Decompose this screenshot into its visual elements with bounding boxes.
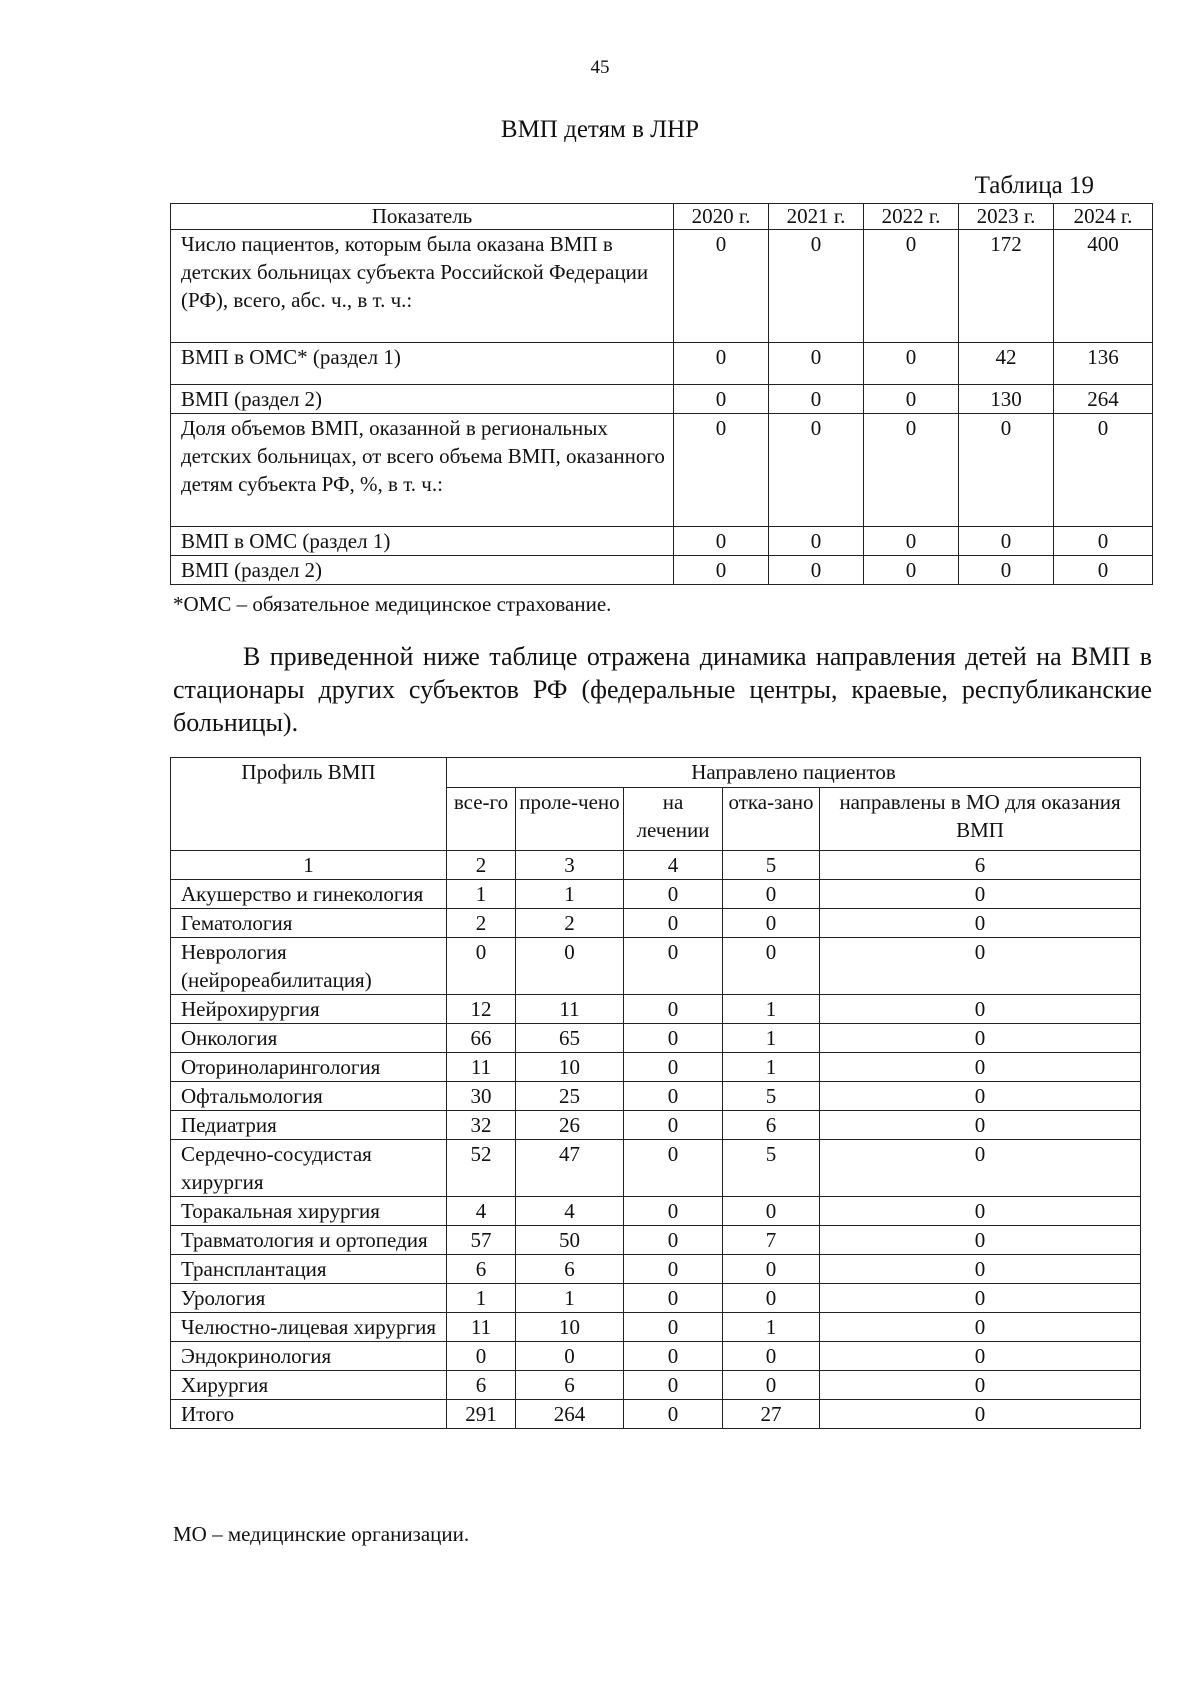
cell-value: 0 [820,995,1141,1024]
cell-value: 0 [820,1284,1141,1313]
cell-value: 1 [723,1313,820,1342]
cell-value: 32 [447,1111,516,1140]
row-label: ВМП в ОМС* (раздел 1) [171,343,674,385]
table-row [171,1313,1141,1342]
cell-value: 0 [624,909,723,938]
cell-value: 52 [447,1140,516,1197]
col-number: 4 [624,851,723,880]
cell-value: 10 [516,1313,624,1342]
cell-value: 0 [820,880,1141,909]
row-label: Неврология (нейрореабилитация) [171,938,447,995]
cell-value: 0 [864,385,959,414]
row-label: Гематология [171,909,447,938]
row-label: Оториноларингология [171,1053,447,1082]
cell-value: 10 [516,1053,624,1082]
cell-value: 0 [674,385,769,414]
cell-value: 0 [723,1284,820,1313]
col-number: 5 [723,851,820,880]
cell-value: 0 [516,1342,624,1371]
table-row [171,938,1141,995]
cell-value: 0 [516,938,624,995]
table-row [171,343,1153,385]
header-2021: 2021 г. [769,204,864,230]
table-header-row [171,758,1141,788]
cell-value: 0 [674,414,769,527]
cell-value: 0 [769,414,864,527]
cell-value: 7 [723,1226,820,1255]
cell-value: 0 [820,1140,1141,1197]
row-label: Сердечно-сосудистая хирургия [171,1140,447,1197]
cell-value: 25 [516,1082,624,1111]
cell-value: 0 [769,527,864,556]
cell-value: 6 [516,1371,624,1400]
cell-value: 0 [820,1082,1141,1111]
row-label: ВМП (раздел 2) [171,385,674,414]
table-row [171,1284,1141,1313]
table-row [171,414,1153,527]
cell-value: 1 [516,880,624,909]
cell-value: 0 [723,909,820,938]
table-row [171,527,1153,556]
cell-value: 0 [864,527,959,556]
table-row [171,1226,1141,1255]
row-label: Челюстно-лицевая хирургия [171,1313,447,1342]
cell-value: 0 [624,1111,723,1140]
cell-value: 0 [674,230,769,343]
cell-value: 0 [820,1111,1141,1140]
row-label: Акушерство и гинекология [171,880,447,909]
cell-value: 0 [820,1342,1141,1371]
cell-value: 0 [674,527,769,556]
table-row [171,385,1153,414]
cell-value: 0 [820,1024,1141,1053]
header-total: все-го [447,788,516,851]
cell-value: 2 [447,909,516,938]
cell-value: 42 [959,343,1054,385]
table-row [171,1342,1141,1371]
row-label: Торакальная хирургия [171,1197,447,1226]
cell-value: 0 [864,230,959,343]
header-profile: Профиль ВМП [171,758,447,851]
cell-value: 27 [723,1400,820,1429]
cell-value: 130 [959,385,1054,414]
cell-value: 0 [769,230,864,343]
row-label: ВМП (раздел 2) [171,556,674,585]
cell-value: 0 [864,343,959,385]
cell-value: 50 [516,1226,624,1255]
cell-value: 5 [723,1140,820,1197]
cell-value: 0 [624,1371,723,1400]
cell-value: 6 [447,1371,516,1400]
header-2022: 2022 г. [864,204,959,230]
cell-value: 0 [723,1342,820,1371]
cell-value: 66 [447,1024,516,1053]
col-number: 3 [516,851,624,880]
cell-value: 0 [1054,527,1153,556]
table-row [171,909,1141,938]
row-label: Трансплантация [171,1255,447,1284]
row-label: Офтальмология [171,1082,447,1111]
cell-value: 400 [1054,230,1153,343]
row-label: Хирургия [171,1371,447,1400]
cell-value: 65 [516,1024,624,1053]
cell-value: 1 [447,1284,516,1313]
table-row [171,1024,1141,1053]
row-label: Итого [171,1400,447,1429]
cell-value: 291 [447,1400,516,1429]
cell-value: 0 [769,556,864,585]
cell-value: 0 [624,1053,723,1082]
cell-value: 0 [959,556,1054,585]
cell-value: 0 [959,527,1054,556]
header-2020: 2020 г. [674,204,769,230]
col-number: 2 [447,851,516,880]
cell-value: 0 [447,938,516,995]
table-header-row [171,204,1153,230]
header-2023: 2023 г. [959,204,1054,230]
cell-value: 0 [820,1053,1141,1082]
cell-value: 0 [820,938,1141,995]
row-label: Онкология [171,1024,447,1053]
header-treated: проле-чено [516,788,624,851]
cell-value: 0 [820,1400,1141,1429]
row-label: Урология [171,1284,447,1313]
col-number: 1 [171,851,447,880]
referrals-table [170,757,1141,1429]
cell-value: 0 [1054,414,1153,527]
cell-value: 6 [723,1111,820,1140]
header-in-treatment: на лечении [624,788,723,851]
table-row [171,995,1141,1024]
page-title: ВМП детям в ЛНР [500,116,700,143]
body-paragraph: В приведенной ниже таблице отражена динамика направления детей на ВМП в стационары других субъектов РФ (федеральные центры, краевые, республиканские больницы). [173,642,1152,737]
cell-value: 30 [447,1082,516,1111]
table-row [171,556,1153,585]
cell-value: 57 [447,1226,516,1255]
cell-value: 0 [864,414,959,527]
cell-value: 11 [447,1053,516,1082]
table-row [171,1255,1141,1284]
cell-value: 0 [769,343,864,385]
cell-value: 0 [674,556,769,585]
cell-value: 1 [447,880,516,909]
cell-value: 0 [820,909,1141,938]
row-label: Доля объемов ВМП, оказанной в региональных детских больницах, от всего объема ВМП, оказанного детям субъекта РФ, %, в т. ч.: [171,414,674,527]
cell-value: 0 [624,1284,723,1313]
footnote-mo: МО – медицинские организации. [173,1522,470,1546]
cell-value: 11 [447,1313,516,1342]
table-19 [170,203,1153,585]
cell-value: 0 [624,995,723,1024]
cell-value: 0 [447,1342,516,1371]
table-row [171,230,1153,343]
cell-value: 0 [624,1255,723,1284]
cell-value: 1 [723,1024,820,1053]
cell-value: 47 [516,1140,624,1197]
table-caption: Таблица 19 [974,172,1094,199]
cell-value: 0 [723,1371,820,1400]
cell-value: 0 [723,880,820,909]
cell-value: 6 [516,1255,624,1284]
table-row [171,1140,1141,1197]
row-label: Число пациентов, которым была оказана ВМП в детских больницах субъекта Российской Федерации (РФ), всего, абс. ч., в т. ч.: [171,230,674,343]
cell-value: 1 [723,1053,820,1082]
cell-value: 4 [516,1197,624,1226]
cell-value: 11 [516,995,624,1024]
cell-value: 0 [624,1342,723,1371]
cell-value: 0 [769,385,864,414]
table-row [171,1111,1141,1140]
cell-value: 0 [820,1255,1141,1284]
cell-value: 2 [516,909,624,938]
cell-value: 0 [820,1197,1141,1226]
header-refused: отка-зано [723,788,820,851]
cell-value: 0 [674,343,769,385]
header-referred: Направлено пациентов [447,758,1141,788]
cell-value: 0 [723,1255,820,1284]
cell-value: 0 [624,1313,723,1342]
table-row [171,1400,1141,1429]
cell-value: 0 [1054,556,1153,585]
row-label: Эндокринология [171,1342,447,1371]
cell-value: 5 [723,1082,820,1111]
cell-value: 0 [820,1313,1141,1342]
cell-value: 26 [516,1111,624,1140]
column-numbers-row [171,851,1141,880]
table-row [171,1197,1141,1226]
row-label: Травматология и ортопедия [171,1226,447,1255]
cell-value: 1 [516,1284,624,1313]
cell-value: 0 [624,1082,723,1111]
cell-value: 4 [447,1197,516,1226]
cell-value: 6 [447,1255,516,1284]
cell-value: 0 [624,1024,723,1053]
cell-value: 0 [820,1226,1141,1255]
cell-value: 264 [516,1400,624,1429]
footnote-omc: *ОМС – обязательное медицинское страхование. [173,592,612,616]
row-label: ВМП в ОМС (раздел 1) [171,527,674,556]
cell-value: 0 [624,938,723,995]
cell-value: 0 [723,938,820,995]
cell-value: 0 [624,1400,723,1429]
row-label: Педиатрия [171,1111,447,1140]
table-row [171,1082,1141,1111]
cell-value: 172 [959,230,1054,343]
cell-value: 0 [624,880,723,909]
cell-value: 0 [624,1197,723,1226]
header-2024: 2024 г. [1054,204,1153,230]
col-number: 6 [820,851,1141,880]
cell-value: 264 [1054,385,1153,414]
cell-value: 136 [1054,343,1153,385]
cell-value: 0 [723,1197,820,1226]
cell-value: 0 [624,1226,723,1255]
header-indicator: Показатель [171,204,674,230]
cell-value: 0 [624,1140,723,1197]
cell-value: 0 [959,414,1054,527]
table-row [171,1371,1141,1400]
table-row [171,880,1141,909]
table-row [171,1053,1141,1082]
header-sent-to-mo: направлены в МО для оказания ВМП [820,788,1141,851]
page-number: 45 [590,57,610,78]
cell-value: 1 [723,995,820,1024]
cell-value: 0 [864,556,959,585]
cell-value: 12 [447,995,516,1024]
row-label: Нейрохирургия [171,995,447,1024]
cell-value: 0 [820,1371,1141,1400]
